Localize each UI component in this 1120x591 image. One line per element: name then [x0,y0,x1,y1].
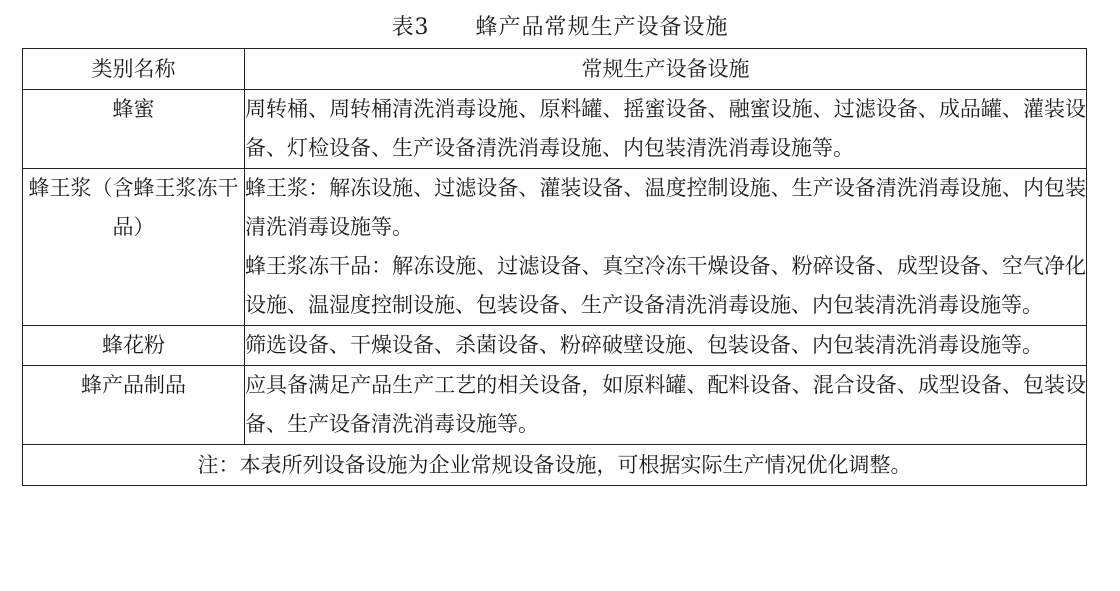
equipment-cell [245,169,1087,326]
equipment-cell [245,326,1087,366]
category-cell [23,169,245,326]
category-cell: 蜂花粉 [23,326,245,366]
column-header-equipment: 常规生产设备设施 [245,49,1087,90]
category-cell: 蜂产品制品 [23,366,245,445]
equipment-text: 蜂王浆冻干品：解冻设施、过滤设备、真空冷冻干燥设备、粉碎设备、成型设备、空气净化设施、温湿度控制设施、包装设备、生产设备清洗消毒设施、内包装清洗消毒设施等。 [245,254,1086,317]
equipment-text: 应具备满足产品生产工艺的相关设备，如原料罐、配料设备、混合设备、成型设备、包装设备、生产设备清洗消毒设施等。 [245,373,1086,436]
table-row [23,366,1087,445]
equipment-cell [245,90,1087,169]
equipment-cell [245,366,1087,445]
equipment-text: 筛选设备、干燥设备、杀菌设备、粉碎破壁设施、包装设备、内包装清洗消毒设施等。 [245,333,1043,357]
table-note: 注：本表所列设备设施为企业常规设备设施，可根据实际生产情况优化调整。 [23,445,1087,486]
table-row [23,90,1087,169]
table-title: 表3 蜂产品常规生产设备设施 [391,15,729,40]
equipment-table [22,48,1087,486]
equipment-text: 周转桶、周转桶清洗消毒设施、原料罐、摇蜜设备、融蜜设施、过滤设备、成品罐、灌装设备、灯检设备、生产设备清洗消毒设施、内包装清洗消毒设施等。 [245,97,1086,160]
category-cell: 蜂蜜 [23,90,245,169]
table-row [23,169,1087,326]
note-row [23,445,1087,486]
column-header-category: 类别名称 [23,49,245,90]
equipment-text: 蜂王浆：解冻设施、过滤设备、灌装设备、温度控制设施、生产设备清洗消毒设施、内包装清洗消毒设施等。 [245,176,1086,239]
category-text: 蜂王浆（含蜂王浆冻干品） [28,176,239,239]
header-row [23,49,1087,90]
table-row [23,326,1087,366]
